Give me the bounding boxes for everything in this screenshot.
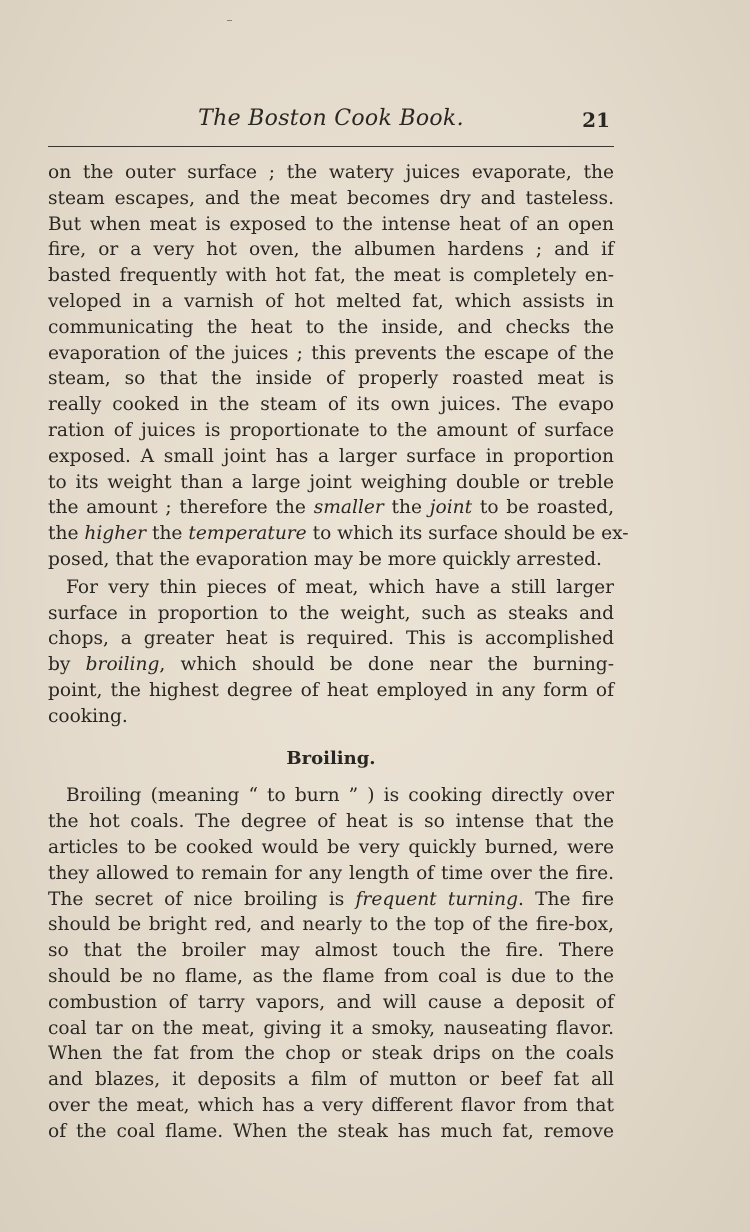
paragraph-roasting bbox=[48, 160, 629, 573]
text-line: communicating the heat to the inside, and checks the bbox=[48, 316, 614, 338]
text-line: surface in proportion to the weight, such as steaks and bbox=[48, 602, 614, 624]
text-line: coal tar on the meat, giving it a smoky, nauseating flavor. bbox=[48, 1017, 614, 1039]
header-rule bbox=[48, 146, 614, 147]
text-line: veloped in a varnish of hot melted fat, which assists in bbox=[48, 290, 614, 312]
italic-text: temperature bbox=[188, 523, 307, 545]
text-run: to be roasted, bbox=[472, 497, 614, 519]
text-line: cooking. bbox=[48, 705, 128, 727]
page-header bbox=[48, 104, 614, 138]
text-line: For very thin pieces of meat, which have a still larger bbox=[66, 576, 614, 598]
print-mark bbox=[227, 20, 232, 21]
text-line bbox=[48, 521, 629, 547]
text-line bbox=[48, 652, 614, 678]
text-line: steam escapes, and the meat becomes dry and tasteless. bbox=[48, 187, 614, 209]
italic-text: higher bbox=[84, 523, 147, 545]
paragraph-thin-pieces bbox=[48, 575, 614, 730]
italic-text: broiling bbox=[85, 654, 160, 676]
text-line: they allowed to remain for any length of time over the fire. bbox=[48, 862, 614, 884]
text-run: the bbox=[48, 523, 85, 545]
text-line: really cooked in the steam of its own juices. The evapo bbox=[48, 394, 614, 416]
text-line: combustion of tarry vapors, and will cause a deposit of bbox=[48, 991, 614, 1013]
text-line bbox=[48, 495, 614, 521]
text-line: and blazes, it deposits a film of mutton or beef fat all bbox=[48, 1069, 614, 1091]
text-line bbox=[48, 887, 614, 913]
running-title: The Boston Cook Book. bbox=[198, 106, 464, 131]
body-text bbox=[48, 160, 629, 1144]
text-line: exposed. A small joint has a larger surface in proportion bbox=[48, 445, 614, 467]
text-line: should be bright red, and nearly to the top of the fire-box, bbox=[48, 914, 614, 936]
text-line: over the meat, which has a very different flavor from that bbox=[48, 1094, 614, 1116]
text-line: posed, that the evaporation may be more quickly arrested. bbox=[48, 548, 602, 570]
text-run: to which its surface should be ex- bbox=[306, 523, 629, 545]
text-run: by bbox=[48, 654, 86, 676]
text-run: the bbox=[146, 523, 189, 545]
italic-text: frequent turning bbox=[355, 888, 518, 910]
italic-text: joint bbox=[429, 497, 473, 519]
text-line: point, the highest degree of heat employed in any form of bbox=[48, 679, 614, 701]
text-line: steam, so that the inside of properly roasted meat is bbox=[48, 368, 614, 390]
text-line: of the coal flame. When the steak has much fat, remove bbox=[48, 1120, 614, 1142]
text-line: basted frequently with hot fat, the meat is completely en- bbox=[48, 265, 614, 287]
text-line: chops, a greater heat is required. This is accomplished bbox=[48, 628, 614, 650]
text-line: fire, or a very hot oven, the albumen hardens ; and if bbox=[48, 239, 614, 261]
section-heading: Broiling. bbox=[286, 747, 376, 769]
text-line: so that the broiler may almost touch the fire. There bbox=[48, 940, 614, 962]
text-run: The secret of nice broiling is bbox=[48, 888, 356, 910]
text-line: But when meat is exposed to the intense heat of an open bbox=[48, 213, 614, 235]
text-line: should be no flame, as the flame from coal is due to the bbox=[48, 965, 614, 987]
text-line: to its weight than a large joint weighing double or treble bbox=[48, 471, 614, 493]
text-line: evaporation of the juices ; this prevents the escape of the bbox=[48, 342, 614, 364]
italic-text: smaller bbox=[313, 497, 384, 519]
text-line: articles to be cooked would be very quickly burned, were bbox=[48, 836, 614, 858]
text-run: the amount ; therefore the bbox=[48, 497, 314, 519]
text-line: When the fat from the chop or steak drips on the coals bbox=[48, 1043, 614, 1065]
text-run: . The fire bbox=[518, 888, 614, 910]
text-line: the hot coals. The degree of heat is so intense that the bbox=[48, 811, 614, 833]
text-line: ration of juices is proportionate to the amount of surface bbox=[48, 419, 614, 441]
text-run: the bbox=[383, 497, 430, 519]
text-line: on the outer surface ; the watery juices evaporate, the bbox=[48, 162, 614, 183]
paragraph-broiling bbox=[48, 783, 614, 1144]
text-run: , which should be done near the burning- bbox=[159, 654, 614, 676]
text-line: Broiling (meaning “ to burn ” ) is cooking directly over bbox=[66, 785, 614, 807]
page-number: 21 bbox=[582, 108, 610, 132]
